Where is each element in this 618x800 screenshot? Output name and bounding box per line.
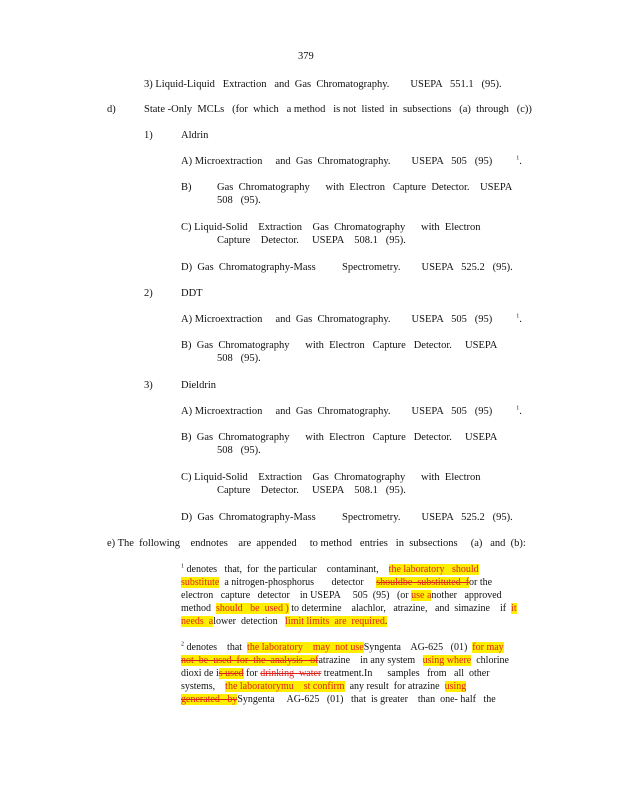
section-d-heading: State -Only MCLs (for which a method is not listed in subsections (a) through (c)) [144, 104, 532, 115]
endnote-1-deletion: shouldbe substituted f [376, 577, 470, 588]
endnote-2-deletion: drinking water [260, 668, 322, 679]
endnote-2-insertion: for may [472, 642, 504, 653]
aldrin-heading: Aldrin [181, 130, 209, 141]
endnote-2-deletion: not be used for the analysis of [181, 655, 319, 666]
endnote-1-line5 [181, 616, 387, 628]
endnote-1-text: method [181, 603, 211, 614]
endnote-2-text: for [246, 668, 258, 679]
endnote-1-text: electron capture detector in USEPA 505 (95) (or [181, 590, 409, 601]
endnote-1-insertion: use a [411, 590, 432, 601]
endnote-1-text: nother approved [431, 590, 502, 601]
endnote-1-text: to determine alachlor, atrazine, and simazine if [291, 603, 507, 614]
endnote-1-insertion: substitute [181, 577, 220, 588]
aldrin-method-c-line2: Capture Detector. USEPA 508.1 (95). [217, 235, 406, 246]
endnote-2-text: systems, [181, 681, 216, 692]
ddt-heading: DDT [181, 288, 203, 299]
aldrin-endnote-ref: 1 [516, 155, 520, 162]
endnote-1-line1 [181, 564, 479, 576]
endnote-1-insertion: it [511, 603, 517, 614]
endnote-1-insertion: needs a [181, 616, 214, 627]
endnote-1-text: denotes that, for the particular contaminant, [184, 564, 379, 575]
endnote-2-deletion: generated by [181, 694, 238, 705]
ddt-endnote-ref: 1 [516, 313, 520, 320]
ddt-method-a-text: A) Microextraction and Gas Chromatography. USEPA 505 (95) [181, 314, 493, 325]
ddt-method-a: A) Microextraction and Gas Chromatography. USEPA 505 (95) $^1$. [181, 313, 522, 325]
endnote-1-insertion: should be used ) [216, 603, 289, 614]
dieldrin-method-b-line2: 508 (95). [217, 445, 261, 456]
aldrin-method-c-line1: C) Liquid-Solid Extraction Gas Chromatography with Electron [181, 222, 481, 233]
endnote-1-line3 [181, 590, 502, 602]
endnote-2-line2 [181, 655, 509, 667]
dieldrin-method-a: A) Microextraction and Gas Chromatography. USEPA 505 (95) $^1$. [181, 405, 522, 417]
endnote-2-insertion: using where [422, 655, 472, 666]
dieldrin-method-c-line1: C) Liquid-Solid Extraction Gas Chromatography with Electron [181, 472, 481, 483]
endnote-1-text: a nitrogen-phosphorus detector [224, 577, 364, 588]
dieldrin-method-c-line2: Capture Detector. USEPA 508.1 (95). [217, 485, 406, 496]
ddt-method-b-line1: B) Gas Chromatography with Electron Capture Detector. USEPA [181, 340, 498, 351]
endnote-2-line1 [181, 642, 504, 654]
endnote-2-text: denotes that [184, 642, 243, 653]
endnote-2-text: atrazine in any system [318, 655, 416, 666]
endnote-1-insertion: limit limits are required [285, 616, 385, 627]
endnote-1-marker: 1 [181, 563, 184, 570]
aldrin-method-a-text: A) Microextraction and Gas Chromatography. USEPA 505 (95) [181, 156, 493, 167]
endnote-2-text: dioxi de i [181, 668, 219, 679]
ddt-number: 2) [144, 288, 153, 299]
dieldrin-number: 3) [144, 380, 153, 391]
endnote-2-line3 [181, 668, 490, 680]
dieldrin-method-b-line1: B) Gas Chromatography with Electron Capture Detector. USEPA [181, 432, 498, 443]
endnote-2-deletion: s used [218, 668, 244, 679]
endnote-2-text: treatment.In samples from all other [323, 668, 490, 679]
endnote-1-line2 [181, 577, 492, 589]
dieldrin-endnote-ref: 1 [516, 405, 520, 412]
aldrin-method-d: D) Gas Chromatography-Mass Spectrometry. USEPA 525.2 (95). [181, 262, 513, 273]
endnote-2-text: Syngenta AG-625 (01) that is greater than one- half the [237, 694, 496, 705]
endnote-1-line4 [181, 603, 517, 615]
endnote-2-text: chlorine [476, 655, 509, 666]
aldrin-method-a: A) Microextraction and Gas Chromatography. USEPA 505 (95) $^1$. [181, 155, 522, 167]
endnote-1-text: lower detection [213, 616, 278, 627]
dieldrin-method-a-text: A) Microextraction and Gas Chromatography. USEPA 505 (95) [181, 406, 493, 417]
endnote-2-insertion: the laboratory may not use [247, 642, 364, 653]
dieldrin-method-d: D) Gas Chromatography-Mass Spectrometry. USEPA 525.2 (95). [181, 512, 513, 523]
endnote-1-insertion: the laboratory should [388, 564, 479, 575]
endnote-2-marker: 2 [181, 641, 184, 648]
ddt-method-b-line2: 508 (95). [217, 353, 261, 364]
section-d-letter: d) [107, 104, 116, 115]
endnote-2-line5 [181, 694, 496, 706]
aldrin-number: 1) [144, 130, 153, 141]
endnote-2-insertion: using [444, 681, 467, 692]
aldrin-method-b-line2: 508 (95). [217, 195, 261, 206]
liquid-liquid-method: 3) Liquid-Liquid Extraction and Gas Chromatography. USEPA 551.1 (95). [144, 79, 502, 90]
endnote-2-text: any result for atrazine [349, 681, 440, 692]
section-e-heading: e) The following endnotes are appended to method entries in subsections (a) and (b): [107, 538, 526, 549]
endnote-1-text: or the [469, 577, 493, 588]
page-number: 379 [298, 51, 314, 62]
aldrin-method-b-letter: B) [181, 182, 192, 193]
dieldrin-heading: Dieldrin [181, 380, 216, 391]
endnote-2-insertion: the laboratorymu st confirm [225, 681, 345, 692]
endnote-2-line4 [181, 681, 466, 693]
endnote-2-text: Syngenta AG-625 (01) [363, 642, 468, 653]
endnote-1-text: . [384, 616, 388, 627]
aldrin-method-b-line1: Gas Chromatography with Electron Capture Detector. USEPA [217, 182, 513, 193]
